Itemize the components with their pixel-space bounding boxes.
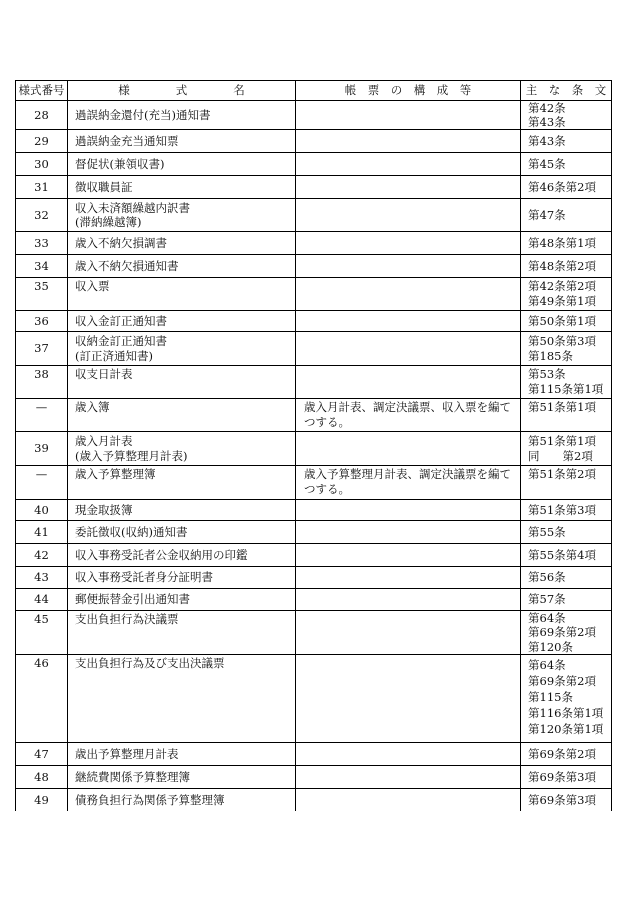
table-row (15, 365, 612, 398)
form-number: 28 (34, 107, 49, 122)
form-name-line: 継続費関係予算整理簿 (75, 769, 190, 784)
articles-cell (520, 255, 612, 277)
form-name-line: 支出負担行為及び支出決議票 (75, 656, 225, 670)
form-number: 40 (34, 502, 49, 517)
form-name-line: 委託徴収(収納)通知書 (75, 524, 188, 539)
form-name-line: (滞納繰越簿) (75, 215, 142, 229)
form-name-cell (67, 199, 295, 231)
article-line: 第43条 (528, 133, 566, 148)
form-name-cell (67, 101, 295, 129)
form-number: 41 (34, 524, 49, 539)
articles-cell (520, 567, 612, 588)
form-number: 37 (34, 341, 49, 356)
form-name-cell (67, 332, 295, 365)
form-name-line: 歳入不納欠損調書 (75, 235, 167, 250)
form-composition-cell (295, 766, 520, 788)
form-number: 39 (34, 441, 49, 456)
form-number-cell (15, 589, 67, 610)
articles-cell (520, 521, 612, 543)
article-line: 第115条 (528, 690, 573, 704)
form-composition-cell (295, 544, 520, 566)
form-composition-cell (295, 789, 520, 811)
form-name-cell (67, 432, 295, 465)
article-line: 第51条第1項 (528, 434, 596, 448)
article-line: 第69条第2項 (528, 674, 596, 688)
form-name-cell (67, 130, 295, 152)
table-row (15, 654, 612, 742)
form-number: 46 (34, 656, 49, 670)
table-row (15, 520, 612, 543)
form-name-cell (67, 399, 295, 431)
form-number-cell (15, 611, 67, 654)
form-number: 44 (34, 592, 49, 607)
table-row (15, 198, 612, 231)
form-name-cell (67, 544, 295, 566)
form-name-cell (67, 366, 295, 398)
form-name-line: 過誤納金充当通知票 (75, 133, 179, 148)
article-line: 第64条 (528, 611, 566, 625)
article-line: 第53条 (528, 367, 566, 381)
form-name-cell (67, 743, 295, 765)
article-line: 第116条第1項 (528, 706, 604, 720)
table-row (15, 398, 612, 431)
articles-cell (520, 789, 612, 811)
table-row (15, 588, 612, 610)
article-line: 第185条 (528, 348, 573, 363)
form-name-line: 歳入不納欠損通知書 (75, 258, 179, 273)
form-name-line: 収納金訂正通知書 (75, 334, 167, 348)
form-number: 36 (34, 313, 49, 328)
form-composition-cell (295, 232, 520, 254)
article-line: 第43条 (528, 115, 566, 129)
form-composition-cell (295, 567, 520, 588)
form-number-cell (15, 232, 67, 254)
form-composition-cell (295, 332, 520, 365)
composition-line: つする。 (304, 414, 350, 429)
form-number-cell (15, 199, 67, 231)
form-composition-cell (295, 521, 520, 543)
form-number: 31 (34, 179, 49, 194)
form-name-line: 督促状(兼領収書) (75, 156, 165, 171)
article-line: 第56条 (528, 570, 566, 585)
form-name-line: 支出負担行為決議票 (75, 612, 179, 626)
form-composition-cell (295, 199, 520, 231)
form-number: 35 (34, 279, 49, 293)
form-composition-cell (295, 278, 520, 310)
articles-cell (520, 199, 612, 231)
table-row (15, 499, 612, 520)
form-name-cell (67, 466, 295, 499)
header-form-composition: 帳 票 の 構 成 等 (295, 81, 520, 100)
articles-cell (520, 766, 612, 788)
table-row (15, 277, 612, 310)
form-name-cell (67, 153, 295, 175)
form-name-cell (67, 589, 295, 610)
form-number-cell (15, 153, 67, 175)
articles-cell (520, 399, 612, 431)
header-form-name: 様 式 名 (67, 81, 295, 100)
table-row (15, 129, 612, 152)
article-line: 第69条第3項 (528, 792, 596, 807)
form-name-line: 収支日計表 (75, 367, 133, 381)
form-number: 38 (34, 367, 49, 381)
form-name-line: 現金取扱簿 (75, 502, 133, 517)
composition-line: 歳入予算整理月計表、調定決議票を編て (304, 467, 511, 481)
article-line: 第69条第3項 (528, 769, 596, 784)
articles-cell (520, 466, 612, 499)
article-line: 第57条 (528, 592, 566, 607)
form-name-line: (歳入予算整理月計表) (75, 448, 188, 463)
form-name-cell (67, 500, 295, 520)
form-number-cell (15, 255, 67, 277)
form-composition-cell (295, 466, 520, 499)
articles-cell (520, 130, 612, 152)
form-name-cell (67, 789, 295, 811)
table-row (15, 310, 612, 331)
article-line: 第120条第1項 (528, 722, 604, 736)
articles-cell (520, 176, 612, 198)
form-number-cell (15, 332, 67, 365)
form-number-cell (15, 567, 67, 588)
table-row (15, 175, 612, 198)
articles-cell (520, 655, 612, 742)
article-line: 第55条第4項 (528, 547, 596, 562)
article-line: 第115条第1項 (528, 381, 604, 396)
form-name-cell (67, 611, 295, 654)
articles-cell (520, 544, 612, 566)
forms-table (15, 80, 612, 811)
form-number-cell (15, 311, 67, 331)
article-line: 第47条 (528, 207, 566, 222)
article-line: 第46条第2項 (528, 179, 596, 194)
table-row (15, 231, 612, 254)
table-row (15, 610, 612, 654)
form-composition-cell (295, 743, 520, 765)
form-number-cell (15, 432, 67, 465)
form-name-cell (67, 521, 295, 543)
form-number-cell (15, 101, 67, 129)
form-number-cell (15, 544, 67, 566)
table-row (15, 742, 612, 765)
articles-cell (520, 153, 612, 175)
article-line: 第42条 (528, 101, 566, 115)
form-number: 32 (34, 207, 49, 222)
form-number: 33 (34, 235, 49, 250)
form-name-line: 収入金訂正通知書 (75, 313, 167, 328)
form-composition-cell (295, 432, 520, 465)
form-number: 30 (34, 156, 49, 171)
form-name-line: 過誤納金還付(充当)通知書 (75, 107, 211, 122)
form-number-cell (15, 176, 67, 198)
form-name-line: 収入票 (75, 279, 110, 293)
table-row (15, 152, 612, 175)
articles-cell (520, 743, 612, 765)
form-number: 47 (34, 746, 49, 761)
form-name-line: 歳入簿 (75, 400, 110, 414)
form-name-cell (67, 232, 295, 254)
form-name-cell (67, 255, 295, 277)
form-name-line: 歳入月計表 (75, 434, 133, 448)
form-number-cell (15, 399, 67, 431)
article-line: 第42条第2項 (528, 279, 596, 293)
form-number-cell (15, 766, 67, 788)
table-row (15, 465, 612, 499)
form-name-cell (67, 176, 295, 198)
form-name-line: (訂正済通知書) (75, 348, 153, 363)
articles-cell (520, 232, 612, 254)
form-number: 29 (34, 133, 49, 148)
form-name-cell (67, 311, 295, 331)
article-line: 第50条第3項 (528, 334, 596, 348)
form-number: 34 (34, 258, 49, 273)
form-number-cell (15, 130, 67, 152)
composition-line: 歳入月計表、調定決議票、収入票を編て (304, 400, 511, 414)
table-row (15, 254, 612, 277)
table-row (15, 788, 612, 811)
form-number: 45 (34, 612, 49, 626)
form-name-line: 収入事務受託者身分証明書 (75, 570, 213, 585)
form-name-line: 収入未済額繰越内訳書 (75, 200, 190, 215)
composition-line: つする。 (304, 481, 350, 496)
article-line: 第51条第3項 (528, 502, 596, 517)
form-name-line: 郵便振替金引出通知書 (75, 592, 190, 607)
article-line: 第69条第2項 (528, 746, 596, 761)
articles-cell (520, 332, 612, 365)
form-composition-cell (295, 500, 520, 520)
form-number: 43 (34, 570, 49, 585)
article-line: 第50条第1項 (528, 313, 596, 328)
form-composition-cell (295, 101, 520, 129)
form-number: 42 (34, 547, 49, 562)
table-row (15, 100, 612, 129)
article-line: 第48条第2項 (528, 258, 596, 273)
form-name-cell (67, 655, 295, 742)
articles-cell (520, 589, 612, 610)
form-composition-cell (295, 589, 520, 610)
form-name-line: 収入事務受託者公金収納用の印鑑 (75, 547, 248, 562)
form-name-cell (67, 766, 295, 788)
article-line: 第49条第1項 (528, 293, 596, 308)
table-row (15, 431, 612, 465)
article-line: 同 第2項 (528, 448, 593, 463)
article-line: 第51条第1項 (528, 400, 596, 414)
form-composition-cell (295, 255, 520, 277)
form-number-cell (15, 655, 67, 742)
header-form-number: 様式番号 (15, 81, 67, 100)
form-name-line: 歳入予算整理簿 (75, 467, 156, 481)
articles-cell (520, 366, 612, 398)
form-number: 48 (34, 769, 49, 784)
form-composition-cell (295, 311, 520, 331)
article-line: 第64条 (528, 658, 566, 672)
form-number-cell (15, 366, 67, 398)
form-composition-cell (295, 366, 520, 398)
table-row (15, 566, 612, 588)
article-line: 第120条 (528, 639, 573, 654)
form-number: — (35, 467, 48, 481)
form-number-cell (15, 466, 67, 499)
table-header-row (15, 80, 612, 100)
header-main-articles: 主 な 条 文 (520, 81, 612, 100)
table-row (15, 765, 612, 788)
articles-cell (520, 500, 612, 520)
form-number: 49 (34, 792, 49, 807)
form-name-line: 債務負担行為関係予算整理簿 (75, 792, 225, 807)
articles-cell (520, 101, 612, 129)
articles-cell (520, 311, 612, 331)
articles-cell (520, 278, 612, 310)
form-composition-cell (295, 176, 520, 198)
article-line: 第45条 (528, 156, 566, 171)
form-name-line: 歳出予算整理月計表 (75, 746, 179, 761)
form-number-cell (15, 500, 67, 520)
table-row (15, 331, 612, 365)
form-number-cell (15, 278, 67, 310)
form-name-line: 徴収職員証 (75, 179, 133, 194)
article-line: 第48条第1項 (528, 235, 596, 250)
form-composition-cell (295, 611, 520, 654)
form-composition-cell (295, 655, 520, 742)
form-name-cell (67, 567, 295, 588)
form-number-cell (15, 743, 67, 765)
form-composition-cell (295, 153, 520, 175)
articles-cell (520, 432, 612, 465)
form-number-cell (15, 521, 67, 543)
form-number-cell (15, 789, 67, 811)
article-line: 第55条 (528, 524, 566, 539)
form-composition-cell (295, 130, 520, 152)
article-line: 第51条第2項 (528, 467, 596, 481)
articles-cell (520, 611, 612, 654)
table-row (15, 543, 612, 566)
form-number: — (35, 400, 48, 414)
form-composition-cell (295, 399, 520, 431)
form-name-cell (67, 278, 295, 310)
article-line: 第69条第2項 (528, 625, 596, 640)
